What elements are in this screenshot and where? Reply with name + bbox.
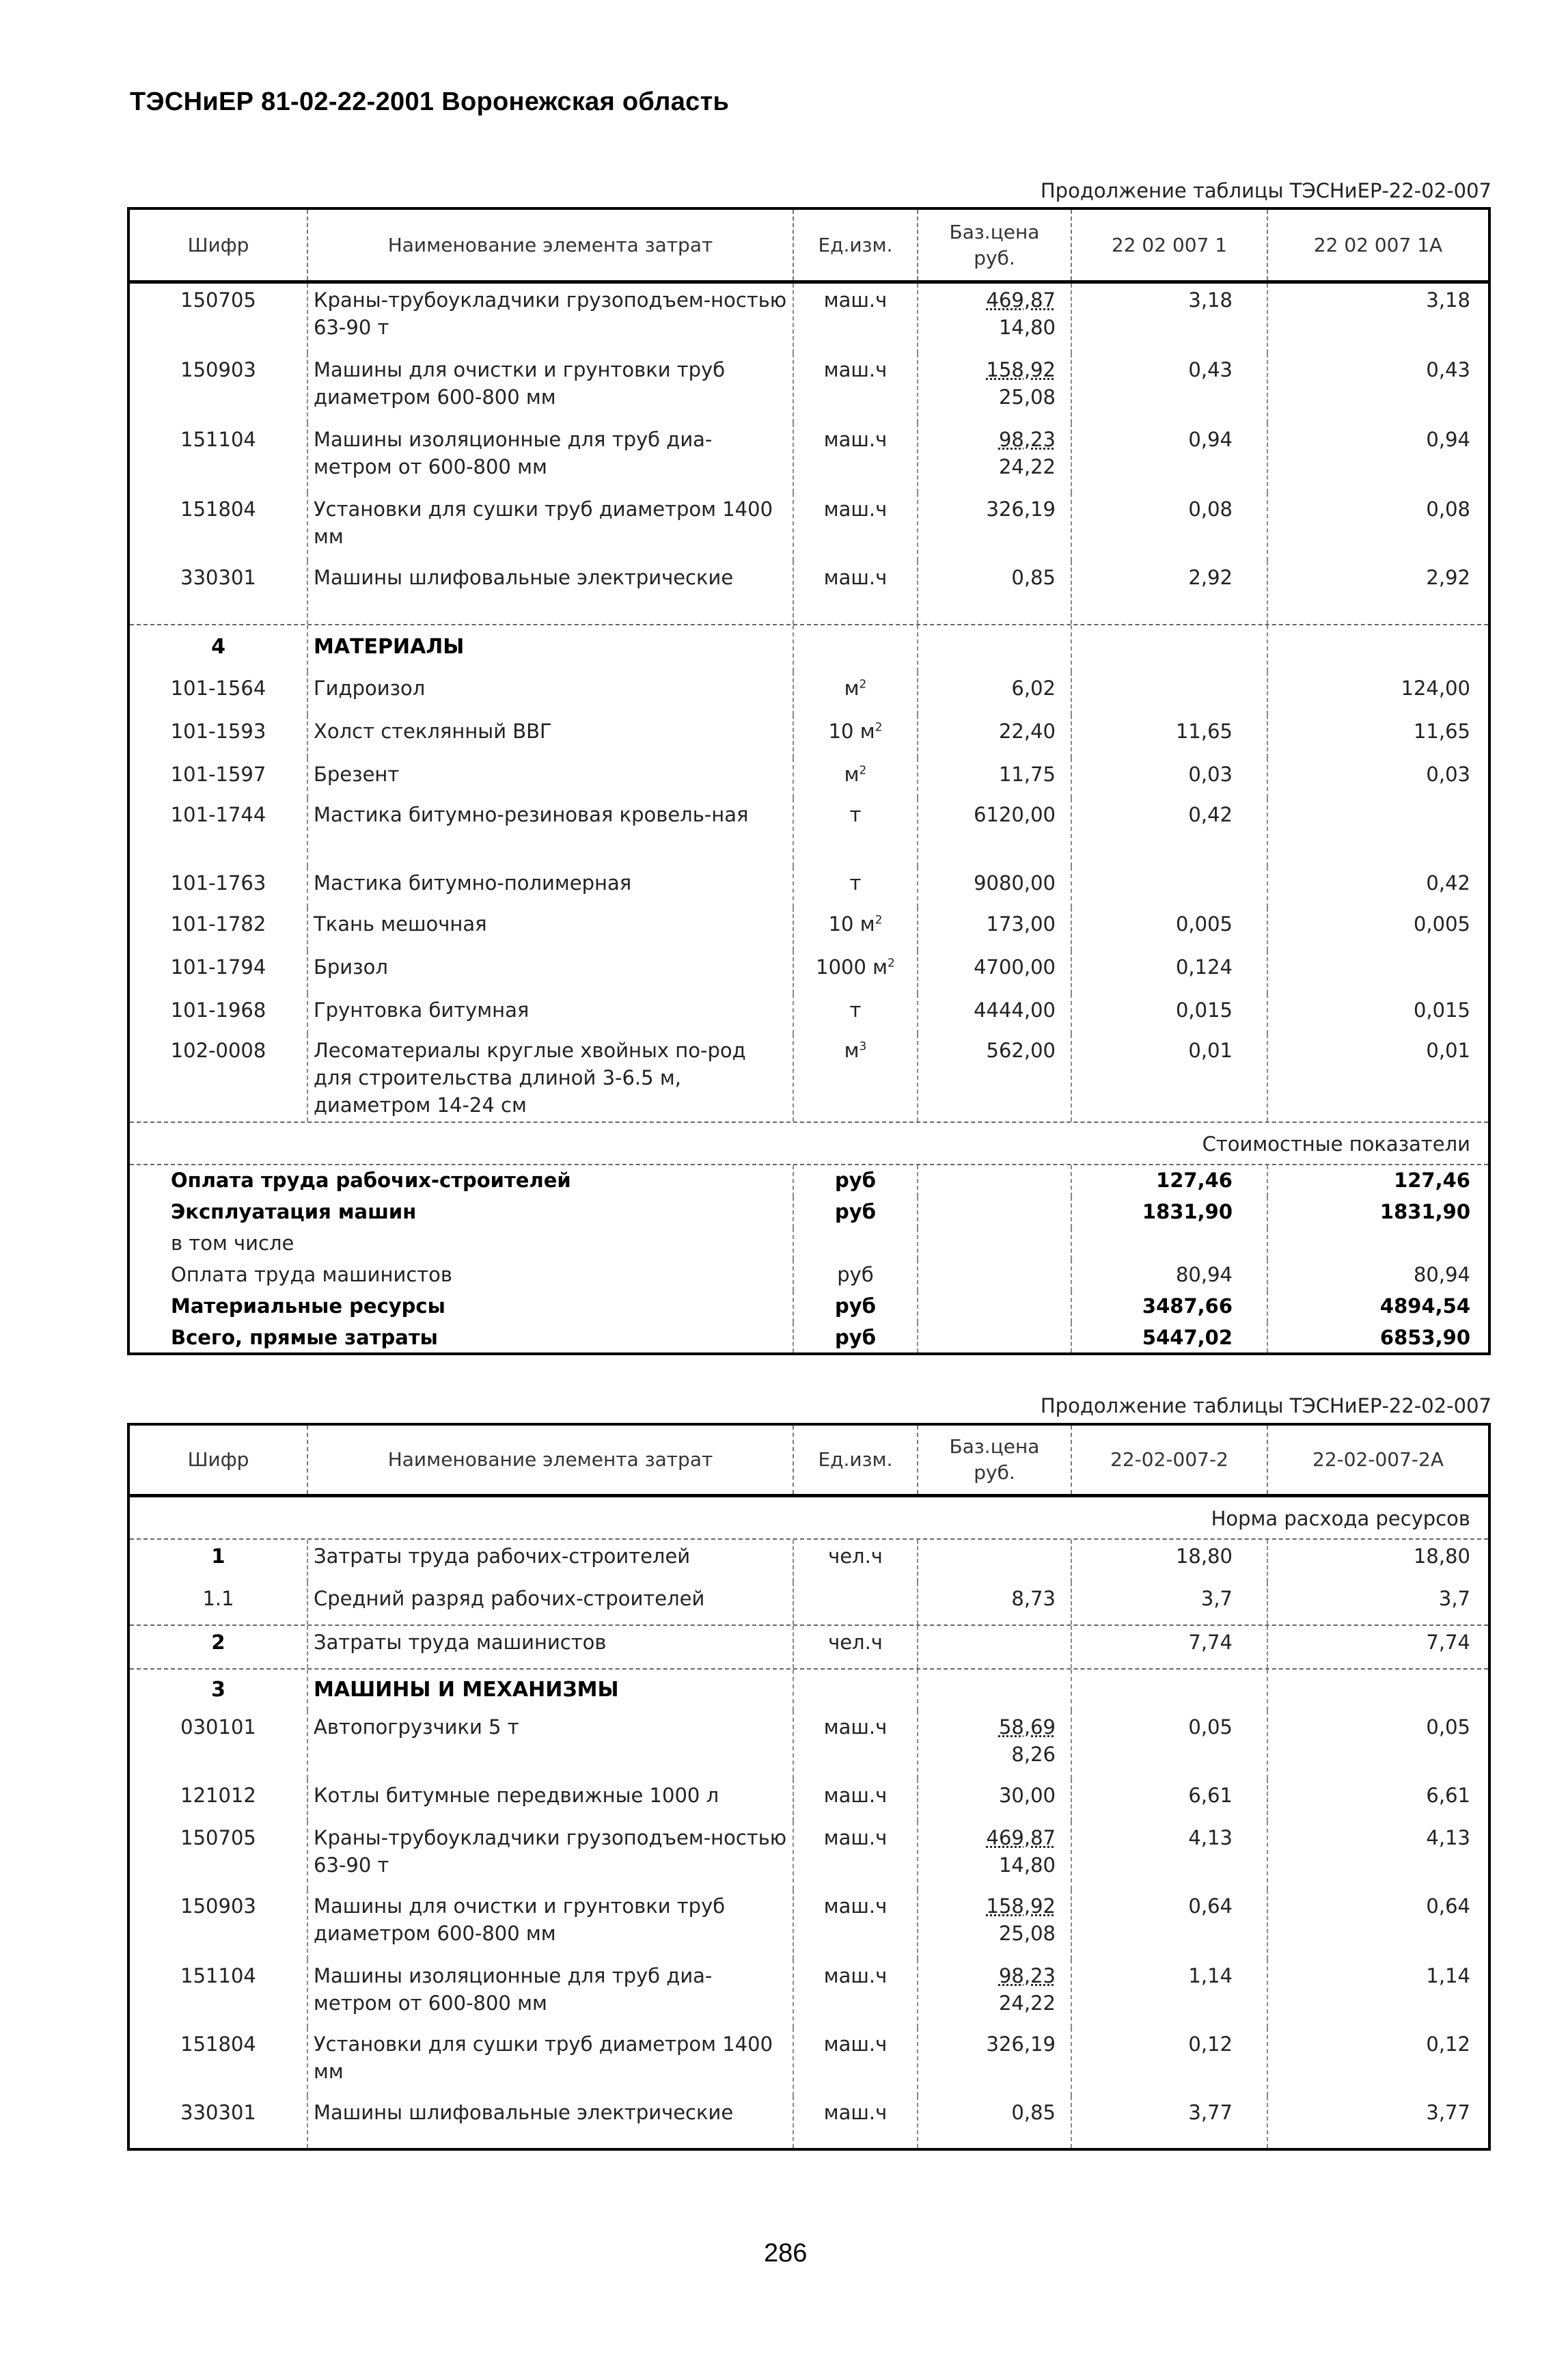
cost-indicators-band: Стоимостные показатели [130, 1121, 1488, 1165]
table-row: 101-1782 Ткань мешочная 10 $м^2$ 173,00 0,005 0,005 [130, 908, 1488, 951]
table-row: 151104 Машины изоляционные для труб диа-метром от 600-800 мм маш.ч 98,23 24,22 1,14 1,14 [130, 1959, 1488, 2028]
table-row: 151804 Установки для сушки труб диаметром 1400 мм маш.ч 326,19 0,08 0,08 [130, 493, 1488, 561]
table-row: 150705 Краны-трубоукладчики грузоподъем-ностью 63-90 т маш.ч 469,87 14,80 3,18 3,18 [130, 284, 1488, 353]
page-number: 286 [764, 2239, 808, 2268]
table-row: 101-1593 Холст стеклянный ВВГ 10 $м^2$ 22,40 11,65 11,65 [130, 715, 1488, 758]
col-v2-header: 22 02 007 1A [1313, 233, 1443, 256]
section-row-machines: 3 МАШИНЫ И МЕХАНИЗМЫ [130, 1668, 1488, 1711]
table-row: 121012 Котлы битумные передвижные 1000 л маш.ч 30,00 6,61 6,61 [130, 1779, 1488, 1821]
table2 [127, 1423, 1491, 2151]
table-row: 102-0008 Лесоматериалы круглые хвойных по-род для строительства длиной 3-6.5 м, диаметром 14-24 см $м^3$ 562,00 0,01 0,01 [130, 1034, 1488, 1121]
table-row: 151104 Машины изоляционные для труб диа-метром от 600-800 мм маш.ч 98,23 24,22 0,94 0,94 [130, 423, 1488, 493]
col-name-header: Наименование элемента затрат [308, 210, 794, 280]
table-row: 101-1968 Грунтовка битумная т 4444,00 0,015 0,015 [130, 994, 1488, 1034]
table-row: 330301 Машины шлифовальные электрические маш.ч 0,85 3,77 3,77 [130, 2096, 1488, 2148]
cost-row-total: Всего, прямые затраты руб 5447,02 6853,90 [130, 1322, 1488, 1352]
col-code-header: Шифр [130, 1426, 308, 1494]
table2-body [130, 1497, 1488, 2148]
table-row: 030101 Автопогрузчики 5 т маш.ч 58,69 8,26 0,05 0,05 [130, 1711, 1488, 1779]
col-name-header: Наименование элемента затрат [308, 1426, 794, 1494]
table1-body [130, 284, 1488, 1352]
table1-caption: Продолжение таблицы ТЭСНиЕР-22-02-007 [1040, 179, 1491, 202]
section-row-materials: 4 МАТЕРИАЛЫ [130, 624, 1488, 672]
cost-row: в том числе [130, 1228, 1488, 1260]
col-unit-header: Ед.изм. [794, 210, 918, 280]
table-row: 151804 Установки для сушки труб диаметром 1400 мм маш.ч 326,19 0,12 0,12 [130, 2028, 1488, 2096]
table-row: 1 Затраты труда рабочих-строителей чел.ч 18,80 18,80 [130, 1540, 1488, 1582]
table-row: 101-1744 Мастика битумно-резиновая кровель-ная т 6120,00 0,42 [130, 798, 1488, 867]
cost-row: Оплата труда машинистов руб 80,94 80,94 [130, 1260, 1488, 1291]
table-row: 150903 Машины для очистки и грунтовки труб диаметром 600-800 мм маш.ч 158,92 25,08 0,43 0,43 [130, 353, 1488, 423]
table2-header [130, 1426, 1488, 1497]
cost-row: Эксплуатация машин руб 1831,90 1831,90 [130, 1197, 1488, 1228]
table1 [127, 207, 1491, 1355]
cost-row: Материальные ресурсы руб 3487,66 4894,54 [130, 1291, 1488, 1322]
table-row: 1.1 Средний разряд рабочих-строителей 8,73 3,7 3,7 [130, 1582, 1488, 1624]
table-row: 150705 Краны-трубоукладчики грузоподъем-ностью 63-90 т маш.ч 469,87 14,80 4,13 4,13 [130, 1821, 1488, 1890]
table-row: 150903 Машины для очистки и грунтовки труб диаметром 600-800 мм маш.ч 158,92 25,08 0,64 0,64 [130, 1890, 1488, 1959]
col-code-header: Шифр [130, 210, 308, 280]
col-unit-header: Ед.изм. [794, 1426, 918, 1494]
col-price-header: Баз.цена руб. [918, 210, 1072, 280]
table-row: 101-1794 Бризол 1000 $м^2$ 4700,00 0,124 [130, 951, 1488, 994]
col-v2-header: 22-02-007-2A [1312, 1448, 1444, 1471]
table-row: 101-1763 Мастика битумно-полимерная т 9080,00 0,42 [130, 867, 1488, 908]
table-row: 101-1564 Гидроизол $м^2$ 6,02 124,00 [130, 672, 1488, 715]
col-v1-header: 22 02 007 1 [1072, 210, 1268, 280]
col-price-header: Баз.цена руб. [918, 1426, 1072, 1494]
norm-band: Норма расхода ресурсов [130, 1497, 1488, 1540]
table1-header [130, 210, 1488, 284]
table-row: 2 Затраты труда машинистов чел.ч 7,74 7,74 [130, 1624, 1488, 1668]
document-title: ТЭСНиЕР 81-02-22-2001 Воронежская область [130, 87, 730, 116]
cost-row: Оплата труда рабочих-строителей руб 127,46 127,46 [130, 1165, 1488, 1197]
col-v1-header: 22-02-007-2 [1072, 1426, 1268, 1494]
table-row: 101-1597 Брезент $м^2$ 11,75 0,03 0,03 [130, 758, 1488, 798]
table-row: 330301 Машины шлифовальные электрические маш.ч 0,85 2,92 2,92 [130, 561, 1488, 624]
table2-caption: Продолжение таблицы ТЭСНиЕР-22-02-007 [1040, 1394, 1491, 1417]
